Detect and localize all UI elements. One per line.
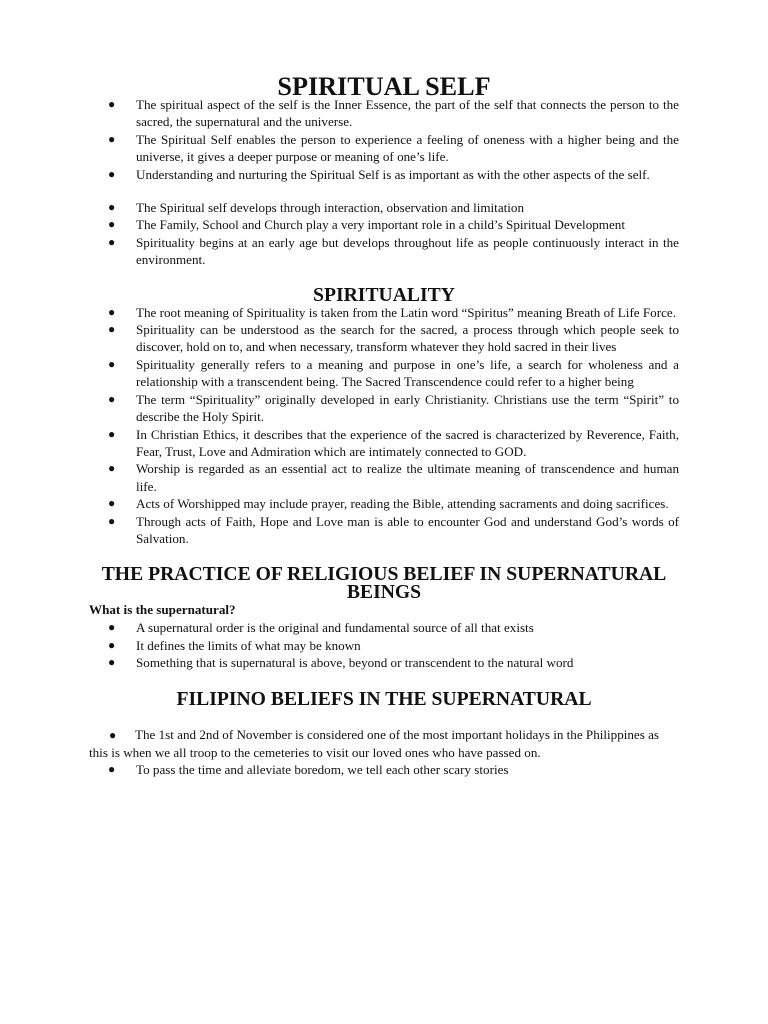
bullet-icon: ● [108, 97, 116, 111]
document-content [89, 72, 679, 779]
section-title-spirituality: SPIRITUALITY [313, 283, 455, 306]
list-item: ● The spiritual aspect of the self is the Inner Essence, the part of the self that connects the person to the sacred, the supernatural and the universe. [108, 97, 679, 130]
bullet-icon: ● [108, 304, 116, 319]
list-item: ● The Spiritual Self enables the person to experience a feeling of oneness with a higher being and the universe, it gives a deeper purpose or meaning of one’s life. [108, 131, 679, 165]
spiritual-self-list-b [89, 199, 679, 269]
bullet-icon: ● [108, 356, 116, 371]
bullet-icon: ● [108, 391, 116, 406]
list-item: ● Something that is supernatural is above, beyond or transcendent to the natural word [108, 655, 574, 671]
list-item: ● The Spiritual self develops through interaction, observation and limitation [108, 200, 524, 216]
list-item: ● To pass the time and alleviate boredom, we tell each other scary stories [108, 762, 509, 778]
bullet-icon: ● [108, 200, 116, 215]
section-title-filipino-beliefs: FILIPINO BELIEFS IN THE SUPERNATURAL [176, 687, 592, 710]
list-item: ● Spirituality generally refers to a meaning and purpose in one’s life, a search for wholeness and a relationship with a transcendent being. The Sacred Transcendence could refer to a higher being [108, 356, 679, 390]
spirituality-list [89, 304, 679, 548]
bullet-icon: ● [108, 496, 116, 511]
list-item: ● Spirituality can be understood as the search for the sacred, a process through which people seek to discover, hold on to, and when necessary, transform whatever they hold sacred in their lives [108, 322, 679, 355]
list-item: ● In Christian Ethics, it describes that the experience of the sacred is characterized by Reverence, Faith, Fear, Trust, Love and Admiration which are intimately connected to GOD. [108, 426, 679, 459]
filipino-list [89, 761, 679, 778]
list-item: ● The root meaning of Spirituality is taken from the Latin word “Spiritus” meaning Breath of Life Force. [108, 304, 676, 320]
section-title-practice: THE PRACTICE OF RELIGIOUS BELIEF IN SUPERNATURAL BEINGS [101, 563, 667, 604]
list-item: ● It defines the limits of what may be known [108, 637, 361, 653]
list-item: ● The 1st and 2nd of November is considered one of the most important holidays in the Philippines as this is when we all troop to the cemeteries to visit our loved ones who have passed on. [89, 726, 660, 760]
bullet-icon: ● [108, 461, 116, 476]
bullet-icon: ● [108, 131, 116, 146]
list-item: ● The term “Spirituality” originally developed in early Christianity. Christians use the term “Spirit” to describe the Holy Spirit. [108, 391, 679, 425]
bullet-icon: ● [108, 620, 116, 635]
bullet-icon: ● [108, 322, 116, 337]
list-item: ● Spirituality begins at an early age but develops throughout life as people continuously interact in the environment. [108, 234, 679, 268]
list-item: ● A supernatural order is the original and fundamental source of all that exists [108, 620, 534, 636]
bullet-icon: ● [108, 637, 116, 652]
bullet-icon: ● [108, 217, 116, 232]
list-item: ● Acts of Worshipped may include prayer, reading the Bible, attending sacraments and doing sacrifices. [108, 496, 669, 512]
supernatural-list [89, 619, 679, 671]
section-title-spiritual-self: SPIRITUAL SELF [277, 72, 491, 101]
list-item: ● Worship is regarded as an essential act to realize the ultimate meaning of transcendence and human life. [108, 461, 679, 494]
bullet-icon: ● [108, 426, 116, 441]
bullet-icon: ● [109, 727, 117, 742]
list-item: ● Through acts of Faith, Hope and Love man is able to encounter God and understand God’s words of Salvation. [108, 513, 679, 546]
bullet-icon: ● [108, 655, 116, 670]
question-heading: What is the supernatural? [89, 602, 236, 618]
spiritual-self-list-a [89, 96, 679, 183]
bullet-icon: ● [108, 762, 116, 777]
list-item: ● Understanding and nurturing the Spiritual Self is as important as with the other aspects of the self. [108, 166, 650, 182]
bullet-icon: ● [108, 234, 116, 249]
bullet-icon: ● [108, 166, 116, 181]
list-item: ● The Family, School and Church play a very important role in a child’s Spiritual Development [108, 217, 625, 233]
bullet-icon: ● [108, 513, 116, 528]
